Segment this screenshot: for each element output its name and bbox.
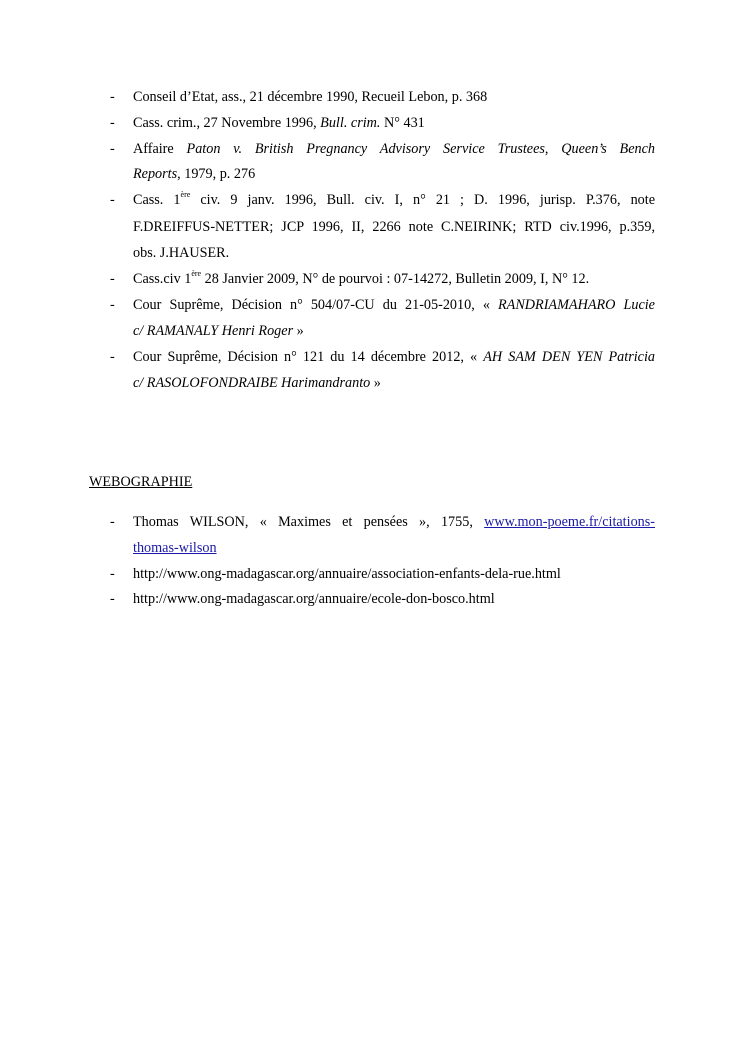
reference-text: 28 Janvier 2009, N° de pourvoi : 07-14272, Bulletin 2009, I, N° 12. [201,270,590,287]
reference-text: , 1979, p. 276 [177,166,256,183]
reference-italic: Paton v. British Pregnancy Advisory Service Trustees [186,140,545,157]
bullet-dash: - [110,565,115,582]
list-item [0,85,655,111]
reference-text: Cour Suprême, Décision n° 504/07-CU du 21-05-2010, « [133,297,498,314]
list-item [0,188,655,266]
list-item [0,345,655,397]
list-item [0,562,655,588]
jurisprudence-list [0,85,744,397]
reference-italic: AH SAM DEN YEN Patricia [483,348,655,365]
reference-text: » [370,374,381,391]
reference-text: Cass. 1 [133,192,181,209]
reference-text: Cass. crim., 27 Novembre 1996, [133,114,321,131]
reference-text: Conseil d’Etat, ass., 21 décembre 1990, Recueil Lebon, p. 368 [133,89,488,105]
reference-text: F.DREIFFUS-NETTER; JCP 1996, II, 2266 note C.NEIRINK; RTD civ.1996, p.359, [133,218,655,235]
bullet-dash: - [110,192,115,209]
reference-text: Cour Suprême, Décision n° 121 du 14 décembre 2012, « [133,348,484,365]
list-item [0,267,655,294]
reference-italic: Bull. crim. [320,114,381,131]
bullet-dash: - [110,114,115,131]
section-heading: WEBOGRAPHIE [89,474,193,490]
reference-text: Cass.civ 1 [133,270,192,287]
bullet-dash: - [110,348,115,365]
reference-text: N° 431 [380,114,425,131]
bullet-dash: - [110,591,115,608]
list-item [0,510,655,562]
list-item [0,137,655,189]
reference-text: Affaire [133,140,187,157]
bullet-dash: - [110,89,115,105]
webographie-list [0,510,744,613]
reference-italic: Queen’s Bench [561,140,655,157]
website-link[interactable]: thomas-wilson [133,539,217,556]
reference-text: obs. J.HAUSER. [133,244,230,261]
reference-italic: c/ RASOLOFONDRAIBE Harimandranto [133,374,371,391]
bullet-dash: - [110,297,115,314]
list-item [0,293,655,345]
reference-italic: RANDRIAMAHARO Lucie [497,297,655,314]
url-text: http://www.ong-madagascar.org/annuaire/association-enfants-dela-rue.html [133,565,561,582]
url-text: http://www.ong-madagascar.org/annuaire/ecole-don-bosco.html [133,591,495,608]
reference-text: » [293,323,304,340]
superscript: ère [191,268,202,278]
bullet-dash: - [110,514,115,530]
list-item [0,587,655,613]
website-link[interactable]: www.mon-poeme.fr/citations- [484,514,655,530]
reference-italic: Reports [133,166,178,183]
bullet-dash: - [110,270,115,287]
reference-text: , [544,140,562,157]
superscript: ère [180,190,191,200]
bullet-dash: - [110,140,115,157]
reference-text: Thomas WILSON, « Maximes et pensées », 1755, [133,514,485,530]
reference-italic: c/ RAMANALY Henri Roger [133,323,294,340]
reference-text: civ. 9 janv. 1996, Bull. civ. I, n° 21 ; D. 1996, jurisp. P.376, note [190,192,655,209]
list-item [0,111,655,137]
